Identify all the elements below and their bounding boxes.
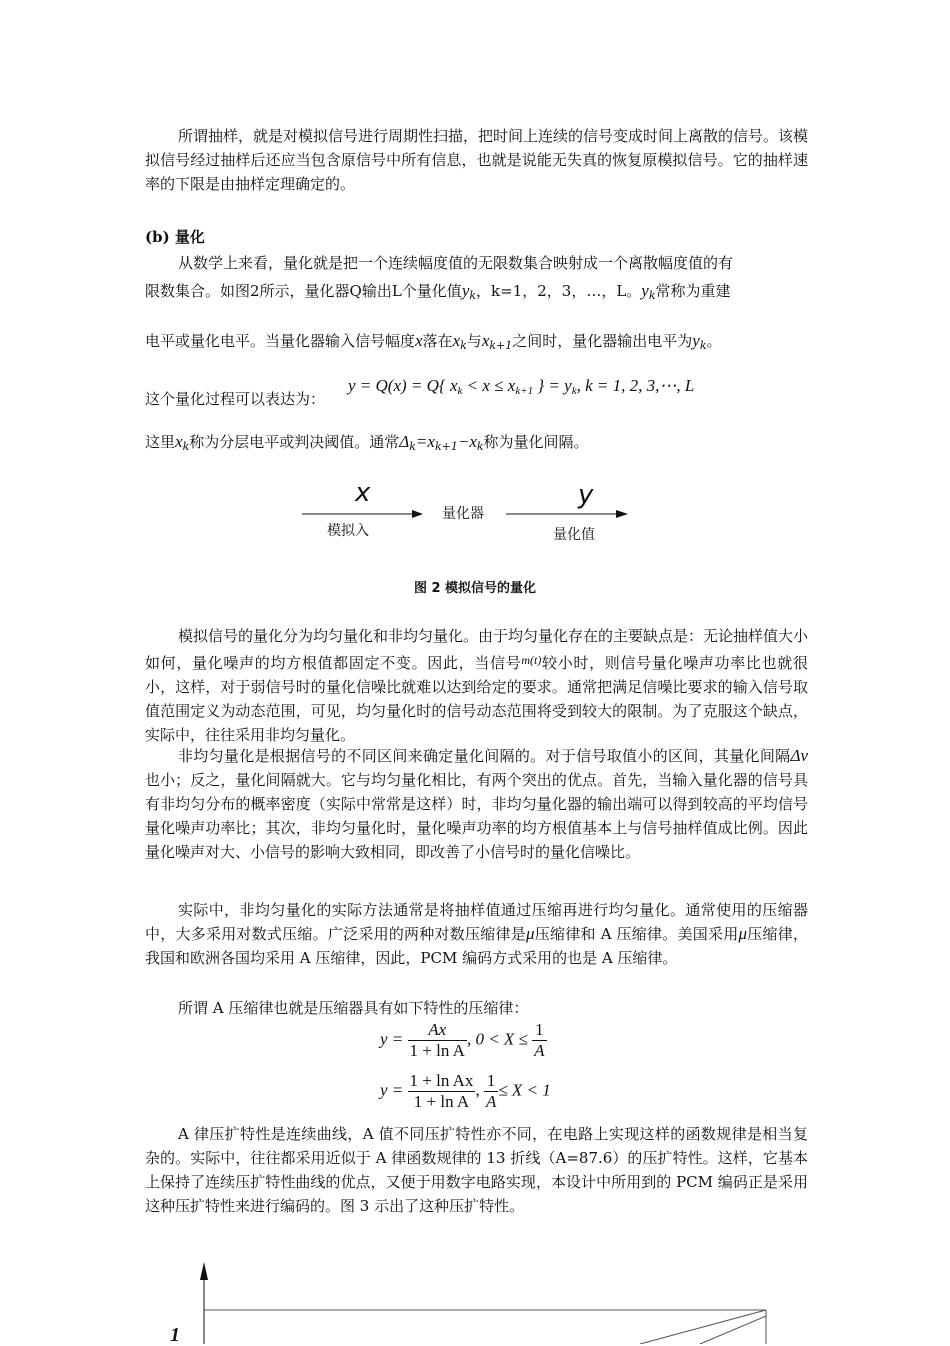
- quantizer-block-label: 量化器: [442, 506, 484, 522]
- paragraph-a-law-intro: 所谓 A 压缩律也就是压缩器具有如下特性的压缩律：: [178, 999, 529, 1017]
- quant-intro-line1: 从数学上来看，量化就是把一个连续幅度值的无限数集合映射成一个离散幅度值的有: [178, 254, 734, 272]
- symbol-y: y: [461, 281, 470, 300]
- curve-segment-2: [700, 1316, 766, 1344]
- symbol-y: y: [641, 281, 649, 300]
- quant-intro-line2: 限数集合。如图2所示，量化器Q输出L个量化值$y_k$，k=1，2，3，…，L。$y_k$常称为重建: [145, 281, 731, 302]
- output-symbol: y: [578, 480, 594, 510]
- figure-3-compression-curve: [0, 1260, 950, 1344]
- paragraph-uniform-quantization: 模拟信号的量化分为均匀量化和非均匀量化。由于均匀量化存在的主要缺点是：无论抽样值大小如何，量化噪声的均方根值都固定不变。因此，当信号$^{m(t)}$较小时，则信号量化噪声功率比也就很小，这样，对于弱信号时的量化信噪比就难以达到给定的要求。通常把满足信噪比要求的输入信号取值范围定义为动态范围，可见，均匀量化时的信号动态范围将受到较大的限制。为了克服这个缺点，实际中，往往采用非均匀量化。: [145, 627, 809, 744]
- input-label: 模拟入: [327, 523, 369, 539]
- input-symbol: x: [355, 478, 371, 508]
- output-arrowhead: [616, 510, 628, 518]
- symbol-mt: m(t): [521, 653, 542, 667]
- paragraph-nonuniform-quantization: 非均匀量化是根据信号的不同区间来确定量化间隔的。对于信号取值小的区间，其量化间隔Δv也小；反之，量化间隔就大。它与均匀量化相比，有两个突出的优点。首先，当输入量化器的信号具有非均匀分布的概率密度（实际中常常是这样）时，非均匀量化器的输出端可以得到较高的平均信号量化噪声功率比；其次，非均匀量化时，量化噪声功率的均方根值基本上与信号抽样值成比例。因此量化噪声对大、小信号的影响大致相同，即改善了小信号时的量化信噪比。: [145, 746, 808, 861]
- input-arrowhead: [412, 510, 423, 518]
- quant-interval-line: 这里$x_k$称为分层电平或判决阈值。通常$\Delta_k=x_{k+1}-x_k$称为量化间隔。: [145, 432, 589, 453]
- figure-2-caption: 图 2 模拟信号的量化: [413, 581, 537, 596]
- symbol-delta-v: Δv: [790, 746, 808, 765]
- paragraph-sampling: 所谓抽样，就是对模拟信号进行周期性扫描，把时间上连续的信号变成时间上离散的信号。该模拟信号经过抽样后还应当包含原信号中所有信息，也就是说能无失真的恢复原模拟信号。它的抽样速率的下限是由抽样定理确定的。: [145, 127, 809, 193]
- curve-segment-1: [640, 1310, 766, 1344]
- paragraph-compression: 实际中，非均匀量化的实际方法通常是将抽样值通过压缩再进行均匀量化。通常使用的压缩器中，大多采用对数式压缩。广泛采用的两种对数压缩律是μ压缩律和 A 压缩律。美国采用μ压缩律，我国和欧洲各国均采用 A 压缩律，因此，PCM 编码方式采用的也是 A 压缩律。: [145, 901, 808, 967]
- paragraph-13-segment: A 律压扩特性是连续曲线，A 值不同压扩特性亦不同，在电路上实现这样的函数规律是相当复杂的。实际中，往往都采用近似于 A 律函数规律的 13 折线（A=87.6）的压扩特性。这样，它基本上保持了连续压扩特性曲线的优点，又便于用数字电路实现，本设计中所用到的 PCM 编码正是采用这种压扩特性来进行编码的。图 3 示出了这种压扩特性。: [145, 1125, 808, 1215]
- a-law-formula-2: y = $\frac{\text{1 + ln Ax}}{\text{1 + ln A}}$ , $\frac{1}{A}$ ≤ X < 1: [380, 1071, 551, 1111]
- figure-3-axis-label: 1: [170, 1324, 180, 1346]
- symbol-mu: μ: [525, 924, 535, 943]
- output-label: 量化值: [553, 527, 595, 543]
- a-law-formula-1: y = $\frac{Ax}{\text{1 + ln A}}$ , 0 < X ≤ $\frac{1}{A}$: [380, 1020, 545, 1060]
- section-heading-quantization: (b) 量化: [145, 228, 205, 246]
- symbol-mu: μ: [738, 924, 748, 943]
- quant-process-label: 这个量化过程可以表达为：: [145, 390, 326, 408]
- quant-intro-line3: 电平或量化电平。当量化器输入信号幅度x落在$x_k$与$x_{k+1}$之间时，量化器输出电平为$y_k$。: [145, 331, 722, 352]
- symbol-x: x: [415, 331, 423, 350]
- y-axis-arrowhead: [200, 1262, 208, 1280]
- quantization-formula: y = Q(x) = Q{ $x_k < x \le x_{k+1}$ } = $y_k$, k = 1, 2, 3,⋯, L: [348, 376, 695, 397]
